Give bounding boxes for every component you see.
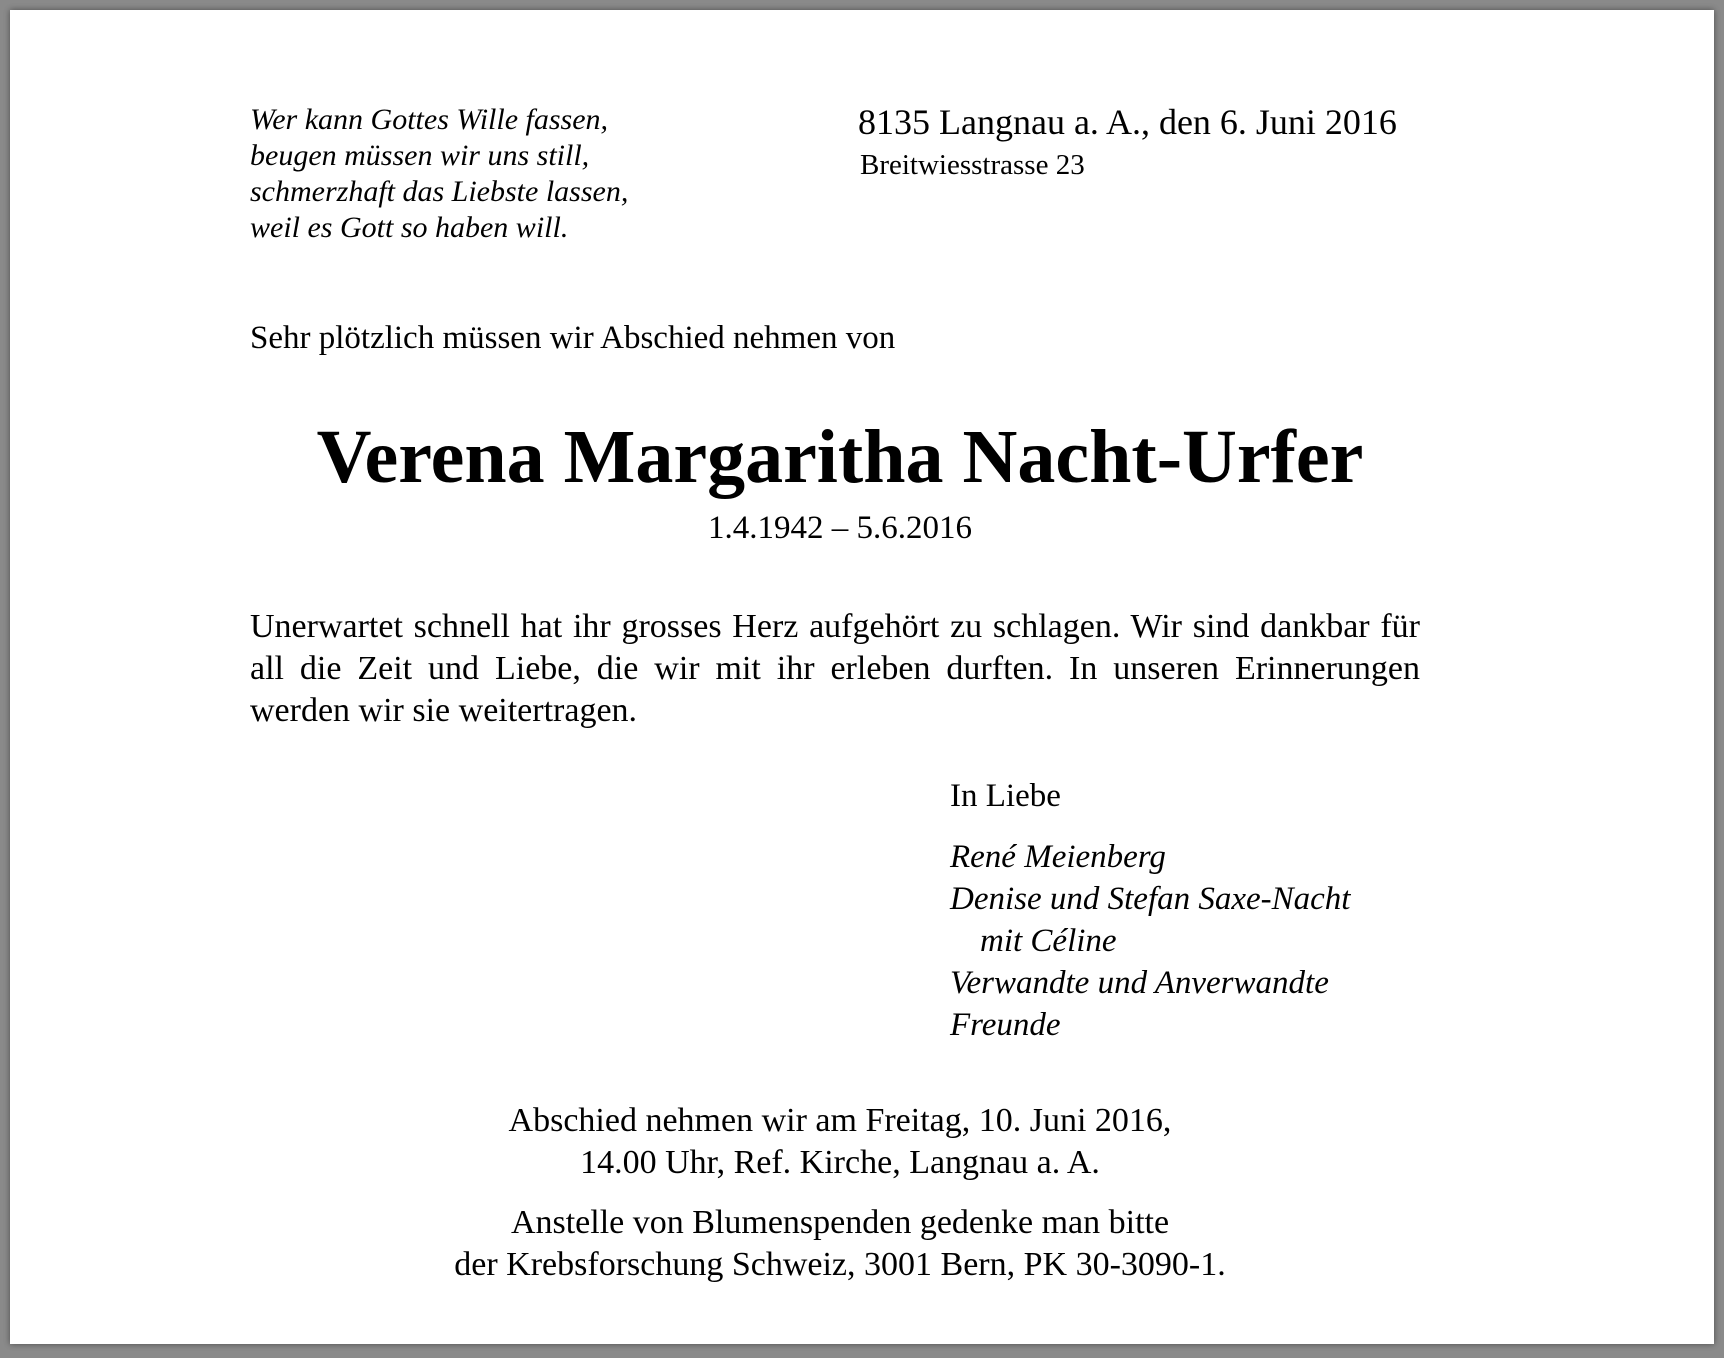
- donation-info: [10, 1202, 1670, 1286]
- intro-text: Sehr plötzlich müssen wir Abschied nehmen von: [250, 320, 896, 356]
- donation-line: Anstelle von Blumenspenden gedenke man bitte: [510, 1204, 1170, 1241]
- deceased-name: Verena Margaritha Nacht-Urfer: [316, 415, 1364, 499]
- message-paragraph: Unerwartet schnell hat ihr grosses Herz aufgehört zu schlagen. Wir sind dankbar für all die Zeit und Liebe, die wir mit ihr erleben durften. In unseren Erinnerungen werden wir sie weitertragen.: [250, 608, 1420, 729]
- obituary-page: [10, 10, 1714, 1344]
- mourners-list: [950, 836, 1350, 1046]
- mourner-item: Freunde: [950, 1007, 1061, 1043]
- place-date: 8135 Langnau a. A., den 6. Juni 2016: [858, 102, 1397, 142]
- mourner-item: René Meienberg: [950, 839, 1166, 875]
- verse-line: beugen müssen wir uns still,: [250, 139, 590, 172]
- life-dates: 1.4.1942 – 5.6.2016: [708, 510, 972, 546]
- funeral-line: 14.00 Uhr, Ref. Kirche, Langnau a. A.: [580, 1144, 1100, 1181]
- mourner-item: Verwandte und Anverwandte: [950, 965, 1329, 1001]
- address: Breitwiesstrasse 23: [860, 149, 1085, 181]
- funeral-line: Abschied nehmen wir am Freitag, 10. Juni 2016,: [508, 1102, 1172, 1139]
- verse-line: schmerzhaft das Liebste lassen,: [250, 175, 629, 208]
- closing-text: In Liebe: [950, 778, 1061, 814]
- verse-line: weil es Gott so haben will.: [250, 211, 569, 244]
- funeral-info: [10, 1100, 1670, 1184]
- donation-line: der Krebsforschung Schweiz, 3001 Bern, PK 30-3090-1.: [454, 1246, 1226, 1283]
- verse-poem: [250, 102, 628, 246]
- mourner-item: mit Céline: [980, 923, 1117, 959]
- mourner-item: Denise und Stefan Saxe-Nacht: [950, 881, 1351, 917]
- verse-line: Wer kann Gottes Wille fassen,: [250, 103, 609, 136]
